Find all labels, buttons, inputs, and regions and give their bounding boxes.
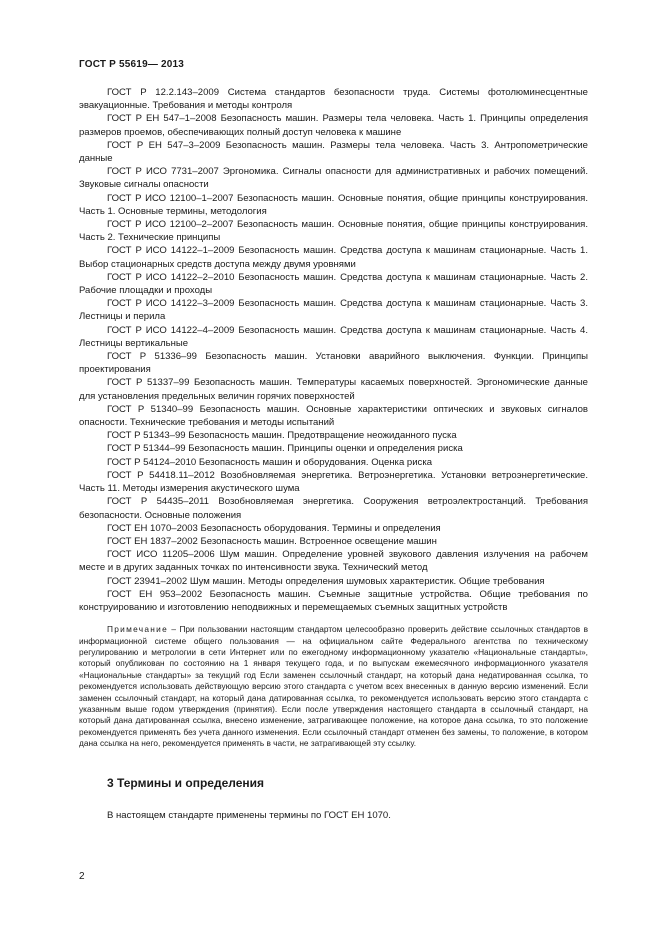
reference-item: ГОСТ Р 51336–99 Безопасность машин. Установки аварийного выключения. Функции. Принципы проектирования [79,351,588,376]
reference-item: ГОСТ Р ЕН 547–3–2009 Безопасность машин. Размеры тела человека. Часть 3. Антропометрические данные [79,139,588,165]
section-text: В настоящем стандарте применены термины по ГОСТ ЕН 1070. [107,810,391,821]
reference-item: ГОСТ Р ЕН 547–1–2008 Безопасность машин. Размеры тела человека. Часть 1. Принципы определения размеров проемов, обеспечивающих полный доступ человека к машине [79,113,588,138]
reference-item: ГОСТ Р 51337–99 Безопасность машин. Температуры касаемых поверхностей. Эргономические данные для установления предельных величин горячих поверхностей [79,377,588,402]
reference-item: ГОСТ Р 54124–2010 Безопасность машин и оборудования. Оценка риска [107,456,433,468]
note-text: – При пользовании настоящим стандартом целесообразно проверить действие ссылочных стандартов в информационной системе общего пользования — на официальном сайте Федерального агентства по техническому регулированию и метрологии в сети Интернет или по ежегодному информационному указателю «Национальные стандарты», который опубликован по состоянию на 1 января текущего года, и по выпускам ежемесячного информационного указателя «Национальные стандарты» за текущий год Если заменен ссылочный стандарт, на который дана недатированная ссылка, то рекомендуется использовать действующую версию этого стандарта с учетом всех внесенных в данную версию изменений. Если заменен ссылочный стандарт, на который дана датированная ссылка, то рекомендуется использовать версию этого стандарта с указанным выше годом утверждения (принятия). Если после утверждения настоящего стандарта в ссылочный стандарт, на который дана датированная ссылка, внесено изменение, затрагивающее положение, на которое дана ссылка, то это положение рекомендуется применять без учета данного изменения. Если ссылочный стандарт отменен без замены, то положение, в котором дана ссылка на него, рекомендуется применять в части, не затрагивающей эту ссылку. [79,624,588,749]
section-title: 3 Термины и определения [107,776,265,790]
reference-item: ГОСТ Р ИСО 12100–2–2007 Безопасность машин. Основные понятия, общие принципы конструирования. Часть 2. Технические принципы [79,219,588,244]
reference-item: ГОСТ Р 51340–99 Безопасность машин. Основные характеристики оптических и звуковых сигналов опасности. Технические требования и методы испытаний [79,403,588,429]
reference-item: ГОСТ Р ИСО 14122–3–2009 Безопасность машин. Средства доступа к машинам стационарные. Часть 3. Лестницы и перила [79,298,588,323]
reference-item: ГОСТ ИСО 11205–2006 Шум машин. Определение уровней звукового давления излучения на рабочем месте и в других заданных точках по интенсивности звука. Технический метод [79,549,588,574]
reference-item: ГОСТ ЕН 1837–2002 Безопасность машин. Встроенное освещение машин [107,535,437,547]
note-label: Примечание [107,624,169,635]
reference-item: ГОСТ Р 54418.11–2012 Возобновляемая энергетика. Ветроэнергетика. Установки ветроэнергетические. Часть 11. Методы измерения акустического шума [79,469,588,495]
page-number: 2 [79,871,85,882]
reference-item: ГОСТ ЕН 953–2002 Безопасность машин. Съемные защитные устройства. Общие требования по конструированию и изготовлению неподвижных и перемещаемых съемных защитных устройств [79,588,588,613]
reference-item: ГОСТ 23941–2002 Шум машин. Методы определения шумовых характеристик. Общие требования [107,575,545,587]
reference-item: ГОСТ Р 51344–99 Безопасность машин. Принципы оценки и определения риска [107,443,463,455]
reference-list [79,86,588,614]
reference-item: ГОСТ Р 12.2.143–2009 Система стандартов безопасности труда. Системы фотолюминесцентные эвакуационные. Требования и методы контроля [79,87,588,112]
reference-item: ГОСТ Р ИСО 14122–2–2010 Безопасность машин. Средства доступа к машинам стационарные. Часть 2. Рабочие площадки и проходы [79,271,588,297]
reference-item: ГОСТ ЕН 1070–2003 Безопасность оборудования. Термины и определения [107,522,441,534]
normative-references [79,86,588,750]
reference-item: ГОСТ Р ИСО 7731–2007 Эргономика. Сигналы опасности для административных и рабочих помещений. Звуковые сигналы опасности [79,166,588,191]
reference-item: ГОСТ Р ИСО 14122–4–2009 Безопасность машин. Средства доступа к машинам стационарные. Часть 4. Лестницы вертикальные [79,324,588,349]
reference-item: ГОСТ Р ИСО 12100–1–2007 Безопасность машин. Основные понятия, общие принципы конструирования. Часть 1. Основные термины, методология [79,192,588,217]
document-code-header: ГОСТ Р 55619— 2013 [79,59,185,70]
reference-item: ГОСТ Р ИСО 14122–1–2009 Безопасность машин. Средства доступа к машинам стационарные. Часть 1. Выбор стационарных средств доступа между двумя уровнями [79,245,588,270]
reference-item: ГОСТ Р 51343–99 Безопасность машин. Предотвращение неожиданного пуска [107,430,457,442]
reference-item: ГОСТ Р 54435–2011 Возобновляемая энергетика. Сооружения ветроэлектростанций. Требования безопасности. Основные положения [79,496,588,521]
reference-note [79,624,588,749]
